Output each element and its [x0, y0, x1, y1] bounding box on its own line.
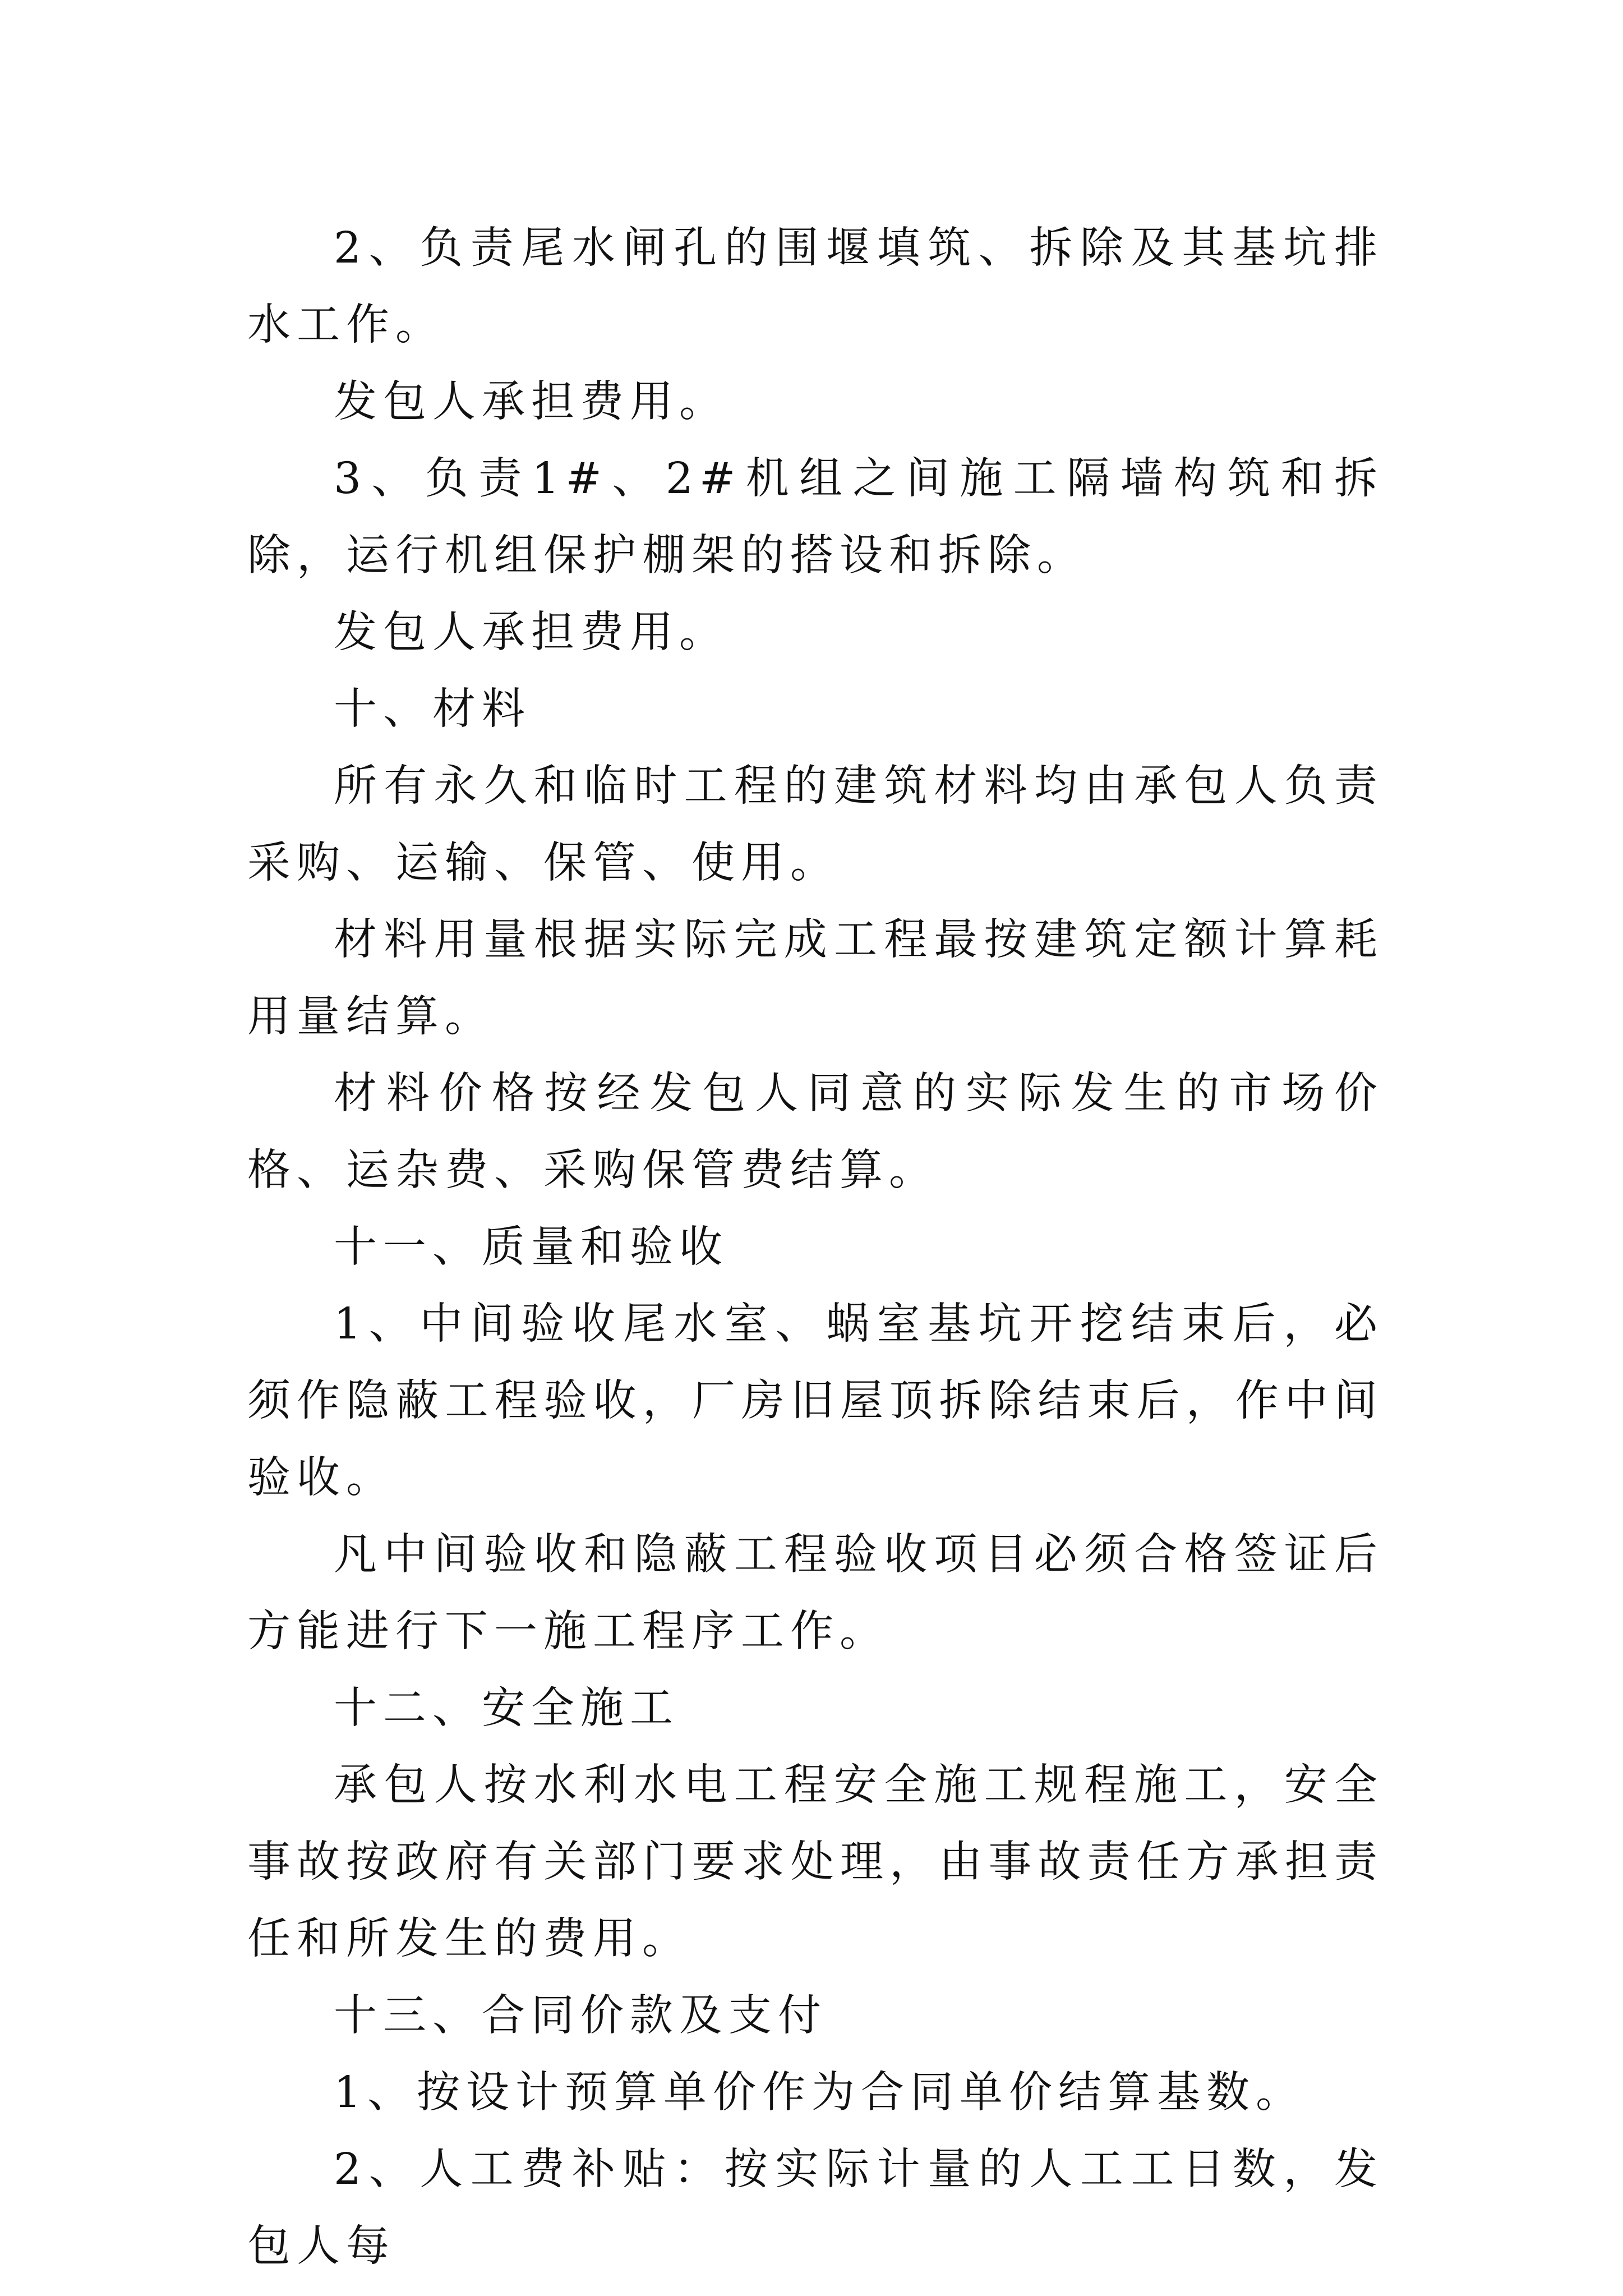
paragraph-labor-subsidy: 2、人工费补贴：按实际计量的人工工日数，发包人每 [247, 2145, 1384, 2271]
paragraph-employer-cost-1: 发包人承担费用。 [334, 377, 728, 427]
document-body [247, 210, 1384, 2285]
paragraph-unit-price: 1、按设计预算单价作为合同单价结算基数。 [334, 2068, 1305, 2118]
section-heading-price-payment: 十三、合同价款及支付 [334, 1991, 827, 2041]
paragraph-materials-procurement: 所有永久和临时工程的建筑材料均由承包人负责采购、运输、保管、使用。 [247, 761, 1384, 888]
paragraph-materials-quantity: 材料用量根据实际完成工程最按建筑定额计算耗用量结算。 [247, 915, 1384, 1042]
section-heading-materials: 十、材料 [334, 684, 531, 734]
paragraph-employer-cost-2: 发包人承担费用。 [334, 608, 728, 657]
paragraph-safety-rules: 承包人按水利水电工程安全施工规程施工，安全事故按政府有关部门要求处理，由事故责任方承担责任和所发生的费用。 [247, 1760, 1384, 1964]
paragraph-materials-price: 材料价格按经发包人同意的实际发生的市场价格、运杂费、采购保管费结算。 [247, 1069, 1384, 1195]
section-heading-quality: 十一、质量和验收 [334, 1222, 728, 1272]
paragraph-acceptance-signoff: 凡中间验收和隐蔽工程验收项目必须合格签证后方能进行下一施工程序工作。 [247, 1530, 1384, 1657]
paragraph-partition-wall: 3、负责1#、2#机组之间施工隔墙构筑和拆除，运行机组保护棚架的搭设和拆除。 [247, 454, 1384, 581]
paragraph-intermediate-acceptance: 1、中间验收尾水室、蜗室基坑开挖结束后，必须作隐蔽工程验收，厂房旧屋顶拆除结束后，作中间验收。 [247, 1299, 1384, 1503]
paragraph-tailwater-cofferdam: 2、负责尾水闸孔的围堰填筑、拆除及其基坑排水工作。 [247, 223, 1384, 350]
section-heading-safety: 十二、安全施工 [334, 1683, 679, 1733]
